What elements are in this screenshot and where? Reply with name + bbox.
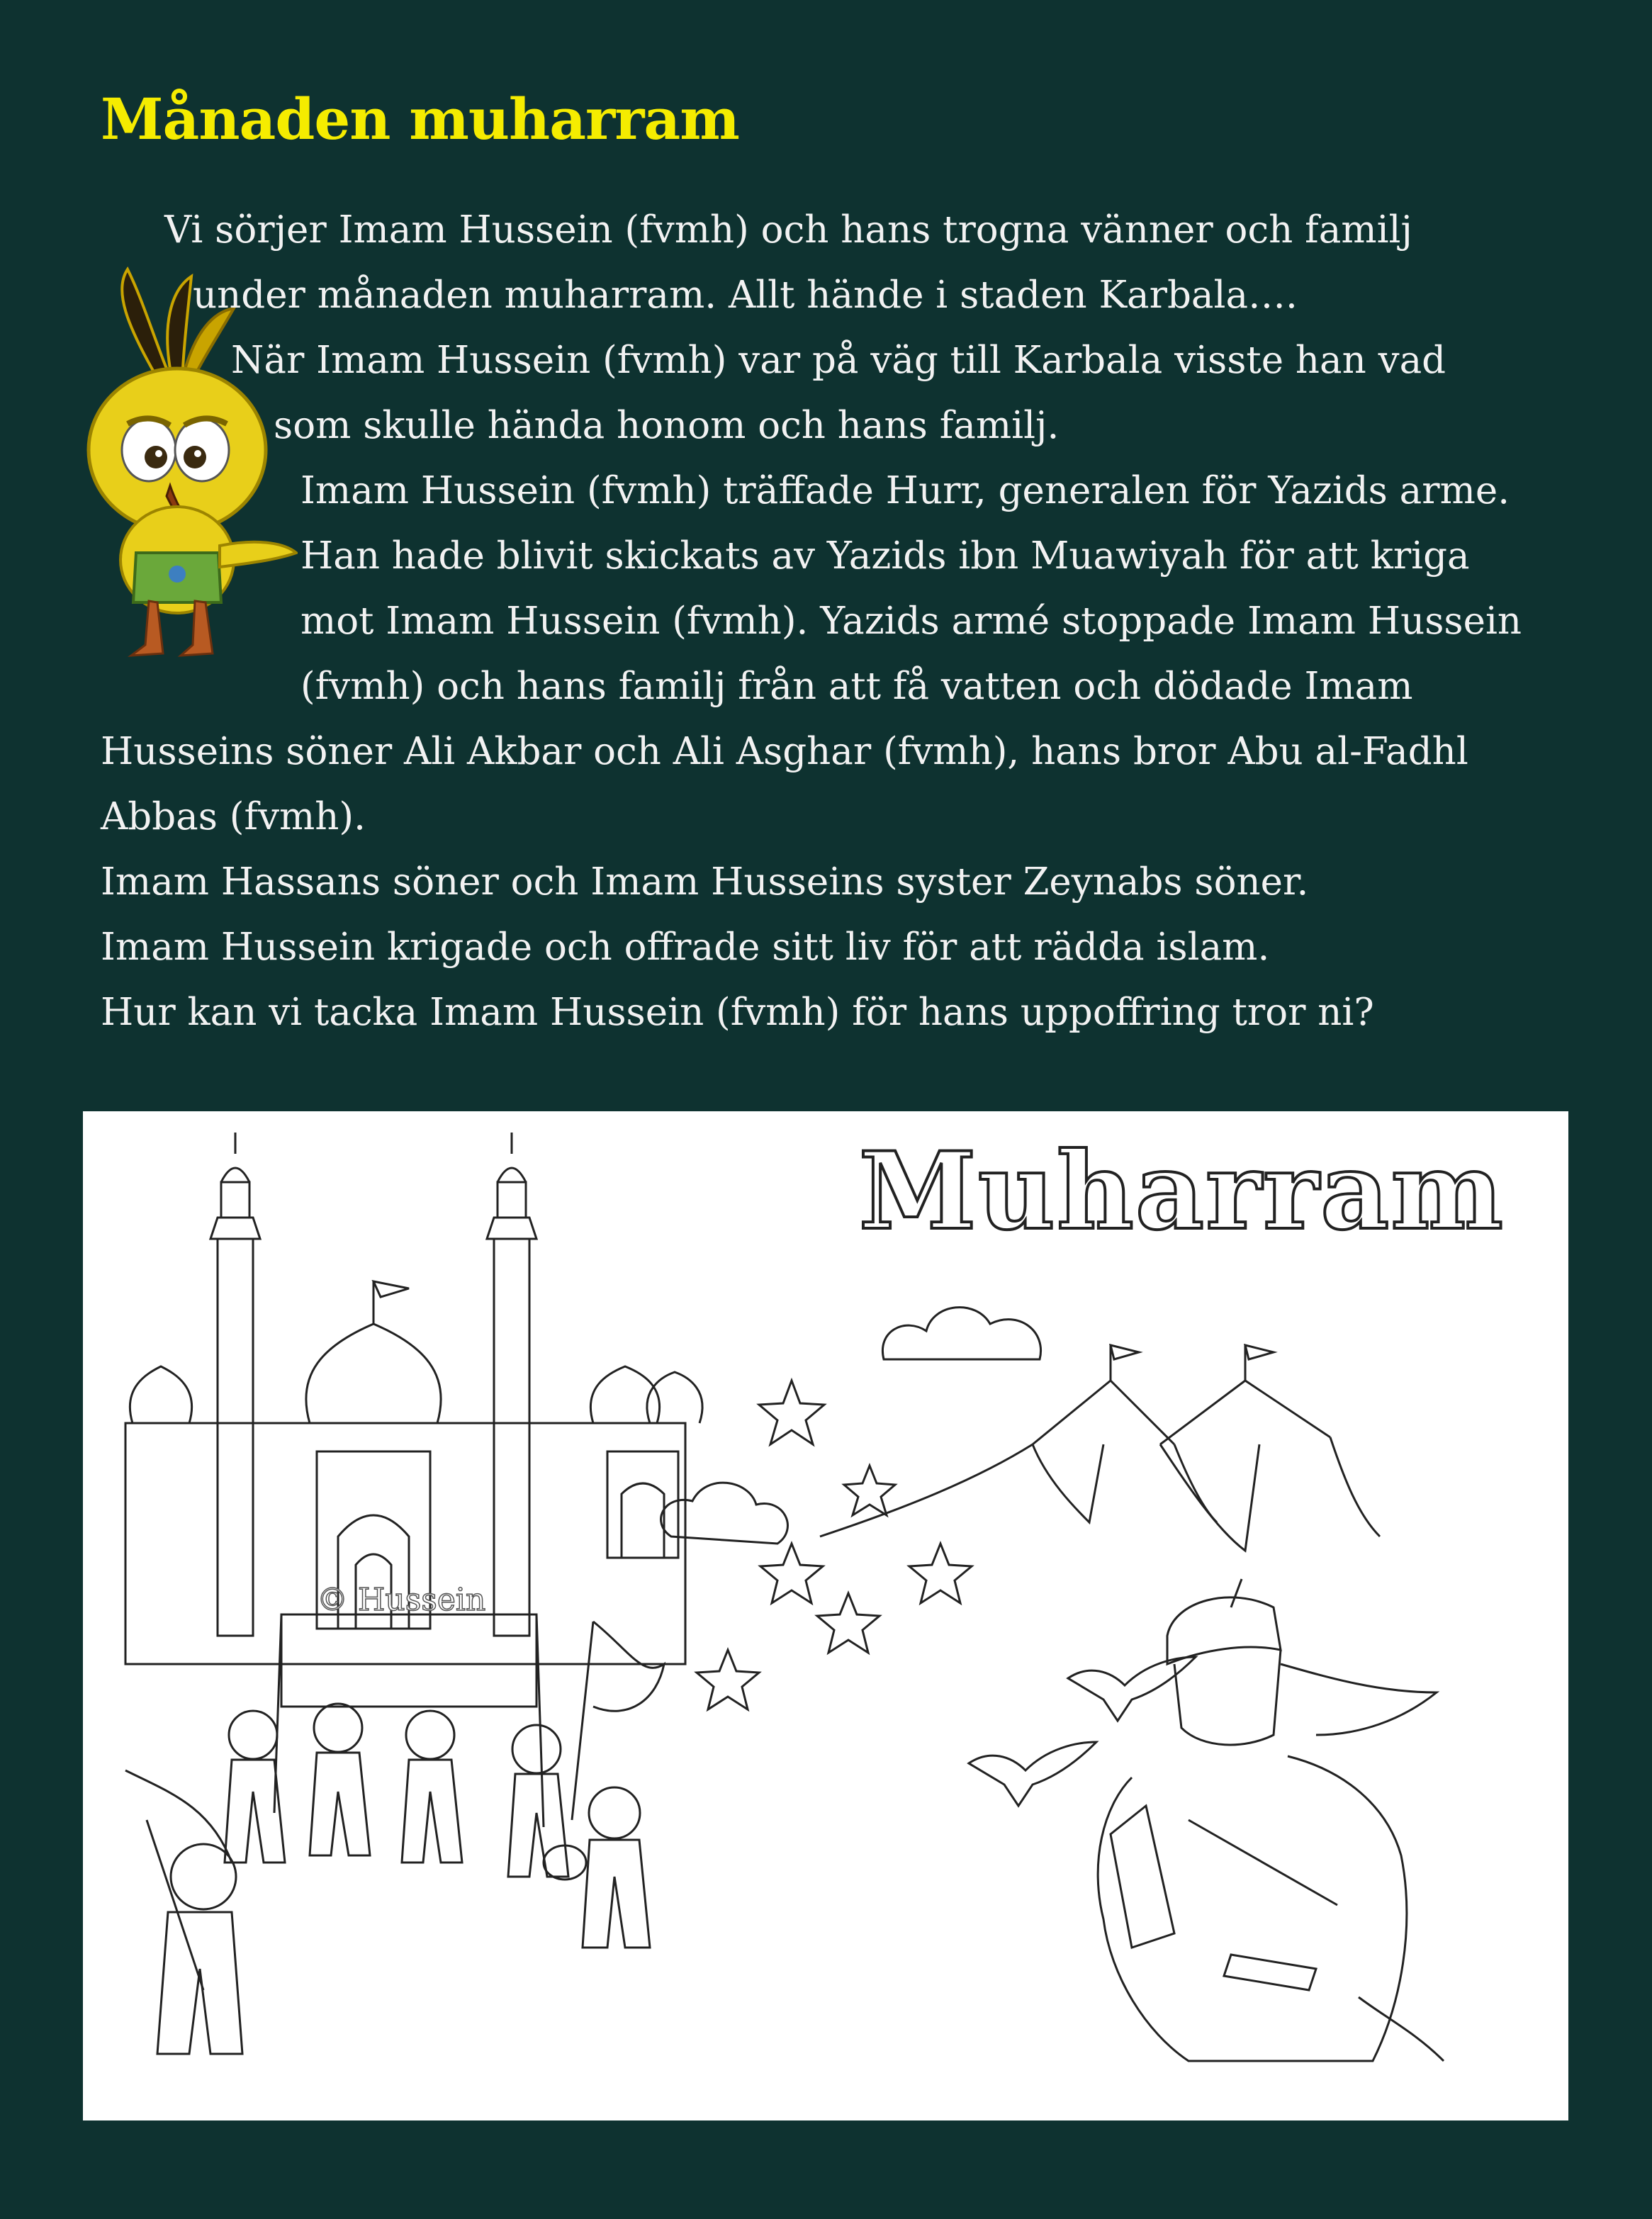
story-line: som skulle hända honom och hans familj. — [274, 404, 1060, 447]
story-line: under månaden muharram. Allt hände i staden Karbala…. — [193, 274, 1298, 317]
children-line-art — [125, 1704, 650, 2054]
story-line: (fvmh) och hans familj från att få vatten och dödade Imam — [300, 665, 1413, 708]
coloring-line-art — [83, 1111, 1568, 2120]
children-banner-line-art — [274, 1614, 664, 1827]
story-line: Imam Hussein krigade och offrade sitt liv för att rädda islam. — [101, 926, 1270, 969]
tents-line-art — [1033, 1345, 1380, 1551]
watermark: © Hussein — [317, 1582, 486, 1618]
page-title: Månaden muharram — [101, 86, 739, 152]
coloring-title: Muharram — [858, 1129, 1505, 1254]
story-line: Imam Hassans söner och Imam Husseins syster Zeynabs söner. — [101, 860, 1309, 904]
doves-line-art — [969, 1657, 1196, 1806]
story-line: Abbas (fvmh). — [101, 795, 366, 838]
story-line: Husseins söner Ali Akbar och Ali Asghar (fvmh), hans bror Abu al-Fadhl — [101, 730, 1468, 773]
story-line: mot Imam Hussein (fvmh). Yazids armé stoppade Imam Hussein — [300, 600, 1522, 643]
warrior-line-art — [1098, 1579, 1444, 2061]
story-line: Han hade blivit skickats av Yazids ibn Muawiyah för att kriga — [300, 534, 1470, 578]
story-line: Hur kan vi tacka Imam Hussein (fvmh) för hans uppoffring tror ni? — [101, 991, 1374, 1034]
coloring-page — [83, 1111, 1568, 2120]
bird-mascot-illustration — [71, 262, 298, 659]
story-line: När Imam Hussein (fvmh) var på väg till Karbala visste han vad — [231, 339, 1446, 382]
story-line: Imam Hussein (fvmh) träffade Hurr, generalen för Yazids arme. — [300, 469, 1510, 512]
story-line: Vi sörjer Imam Hussein (fvmh) och hans trogna vänner och familj — [164, 208, 1412, 252]
stars-line-art — [661, 1308, 1041, 1709]
